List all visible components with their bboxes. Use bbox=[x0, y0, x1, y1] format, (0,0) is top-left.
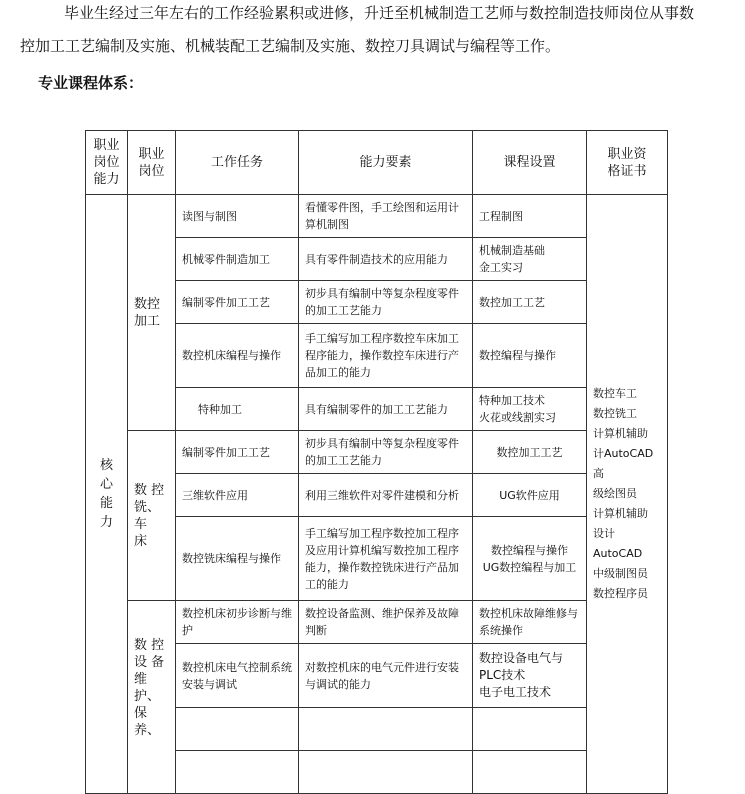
requirement-cell: 利用三维软件对零件建模和分析 bbox=[299, 474, 473, 517]
task-cell: 数控机床电气控制系统安装与调试 bbox=[176, 644, 299, 708]
requirement-cell: 对数控机床的电气元件进行安装与调试的能力 bbox=[299, 644, 473, 708]
task-cell: 编制零件加工工艺 bbox=[176, 281, 299, 324]
requirement-cell: 看懂零件图，手工绘图和运用计算机制图 bbox=[299, 195, 473, 238]
curriculum-table bbox=[85, 130, 668, 794]
task-cell: 特种加工 bbox=[176, 388, 299, 431]
course-cell bbox=[473, 708, 587, 751]
requirement-cell: 初步具有编制中等复杂程度零件的加工工艺能力 bbox=[299, 281, 473, 324]
course-cell: 数控编程与操作 bbox=[473, 324, 587, 388]
post-cnc-machining: 数控 加工 bbox=[128, 195, 176, 431]
task-cell: 编制零件加工工艺 bbox=[176, 431, 299, 474]
intro-paragraph-line-2: 控加工工艺编制及实施、机械装配工艺编制及实施、数控刀具调试与编程等工作。 bbox=[20, 37, 561, 55]
task-cell bbox=[176, 751, 299, 794]
core-ability-cell: 核 心 能 力 bbox=[86, 195, 128, 794]
course-cell: 特种加工技术 火花或线割实习 bbox=[473, 388, 587, 431]
course-cell: 数控编程与操作 UG数控编程与加工 bbox=[473, 517, 587, 601]
intro-paragraph-line-1: 毕业生经过三年左右的工作经验累积或进修，升迁至机械制造工艺师与数控制造技师岗位从事数 bbox=[64, 4, 695, 22]
course-cell: 数控加工工艺 bbox=[473, 431, 587, 474]
course-cell: UG软件应用 bbox=[473, 474, 587, 517]
header-requirements: 能力要素 bbox=[299, 131, 473, 195]
task-cell: 数控机床编程与操作 bbox=[176, 324, 299, 388]
table-row bbox=[86, 195, 668, 238]
post-cnc-maintenance: 数 控 设 备 维护、 保养、 bbox=[128, 601, 176, 794]
course-cell: 工程制图 bbox=[473, 195, 587, 238]
table-row bbox=[86, 601, 668, 644]
requirement-cell bbox=[299, 708, 473, 751]
requirement-cell: 数控设备监测、维护保养及故障判断 bbox=[299, 601, 473, 644]
requirement-cell: 手工编写加工程序数控加工程序及应用计算机编写数控加工程序能力，操作数控铣床进行产品加工的能力 bbox=[299, 517, 473, 601]
task-cell: 数控铣床编程与操作 bbox=[176, 517, 299, 601]
section-heading: 专业课程体系： bbox=[38, 74, 144, 92]
task-cell bbox=[176, 708, 299, 751]
course-cell: 机械制造基础 金工实习 bbox=[473, 238, 587, 281]
header-task: 工作任务 bbox=[176, 131, 299, 195]
requirement-cell: 具有零件制造技术的应用能力 bbox=[299, 238, 473, 281]
requirement-cell bbox=[299, 751, 473, 794]
task-cell: 读图与制图 bbox=[176, 195, 299, 238]
requirement-cell: 初步具有编制中等复杂程度零件的加工工艺能力 bbox=[299, 431, 473, 474]
course-cell: 数控加工工艺 bbox=[473, 281, 587, 324]
certificates-cell: 数控车工 数控铣工 计算机辅助 计AutoCAD高 级绘图员 计算机辅助 设计AutoCAD 中级制图员 数控程序员 bbox=[587, 195, 668, 794]
requirement-cell: 具有编制零件的加工工艺能力 bbox=[299, 388, 473, 431]
task-cell: 数控机床初步诊断与维护 bbox=[176, 601, 299, 644]
task-cell: 三维软件应用 bbox=[176, 474, 299, 517]
course-cell: 数控机床故障维修与系统操作 bbox=[473, 601, 587, 644]
post-cnc-mill-lathe: 数 控 铣、车 床 bbox=[128, 431, 176, 601]
header-certificates: 职业资 格证书 bbox=[587, 131, 668, 195]
table-row bbox=[86, 431, 668, 474]
requirement-cell: 手工编写加工程序数控车床加工程序能力，操作数控车床进行产品加工的能力 bbox=[299, 324, 473, 388]
header-ability: 职业 岗位 能力 bbox=[86, 131, 128, 195]
header-post: 职业 岗位 bbox=[128, 131, 176, 195]
course-cell bbox=[473, 751, 587, 794]
course-cell: 数控设备电气与PLC技术 电子电工技术 bbox=[473, 644, 587, 708]
header-courses: 课程设置 bbox=[473, 131, 587, 195]
table-header-row bbox=[86, 131, 668, 195]
task-cell: 机械零件制造加工 bbox=[176, 238, 299, 281]
